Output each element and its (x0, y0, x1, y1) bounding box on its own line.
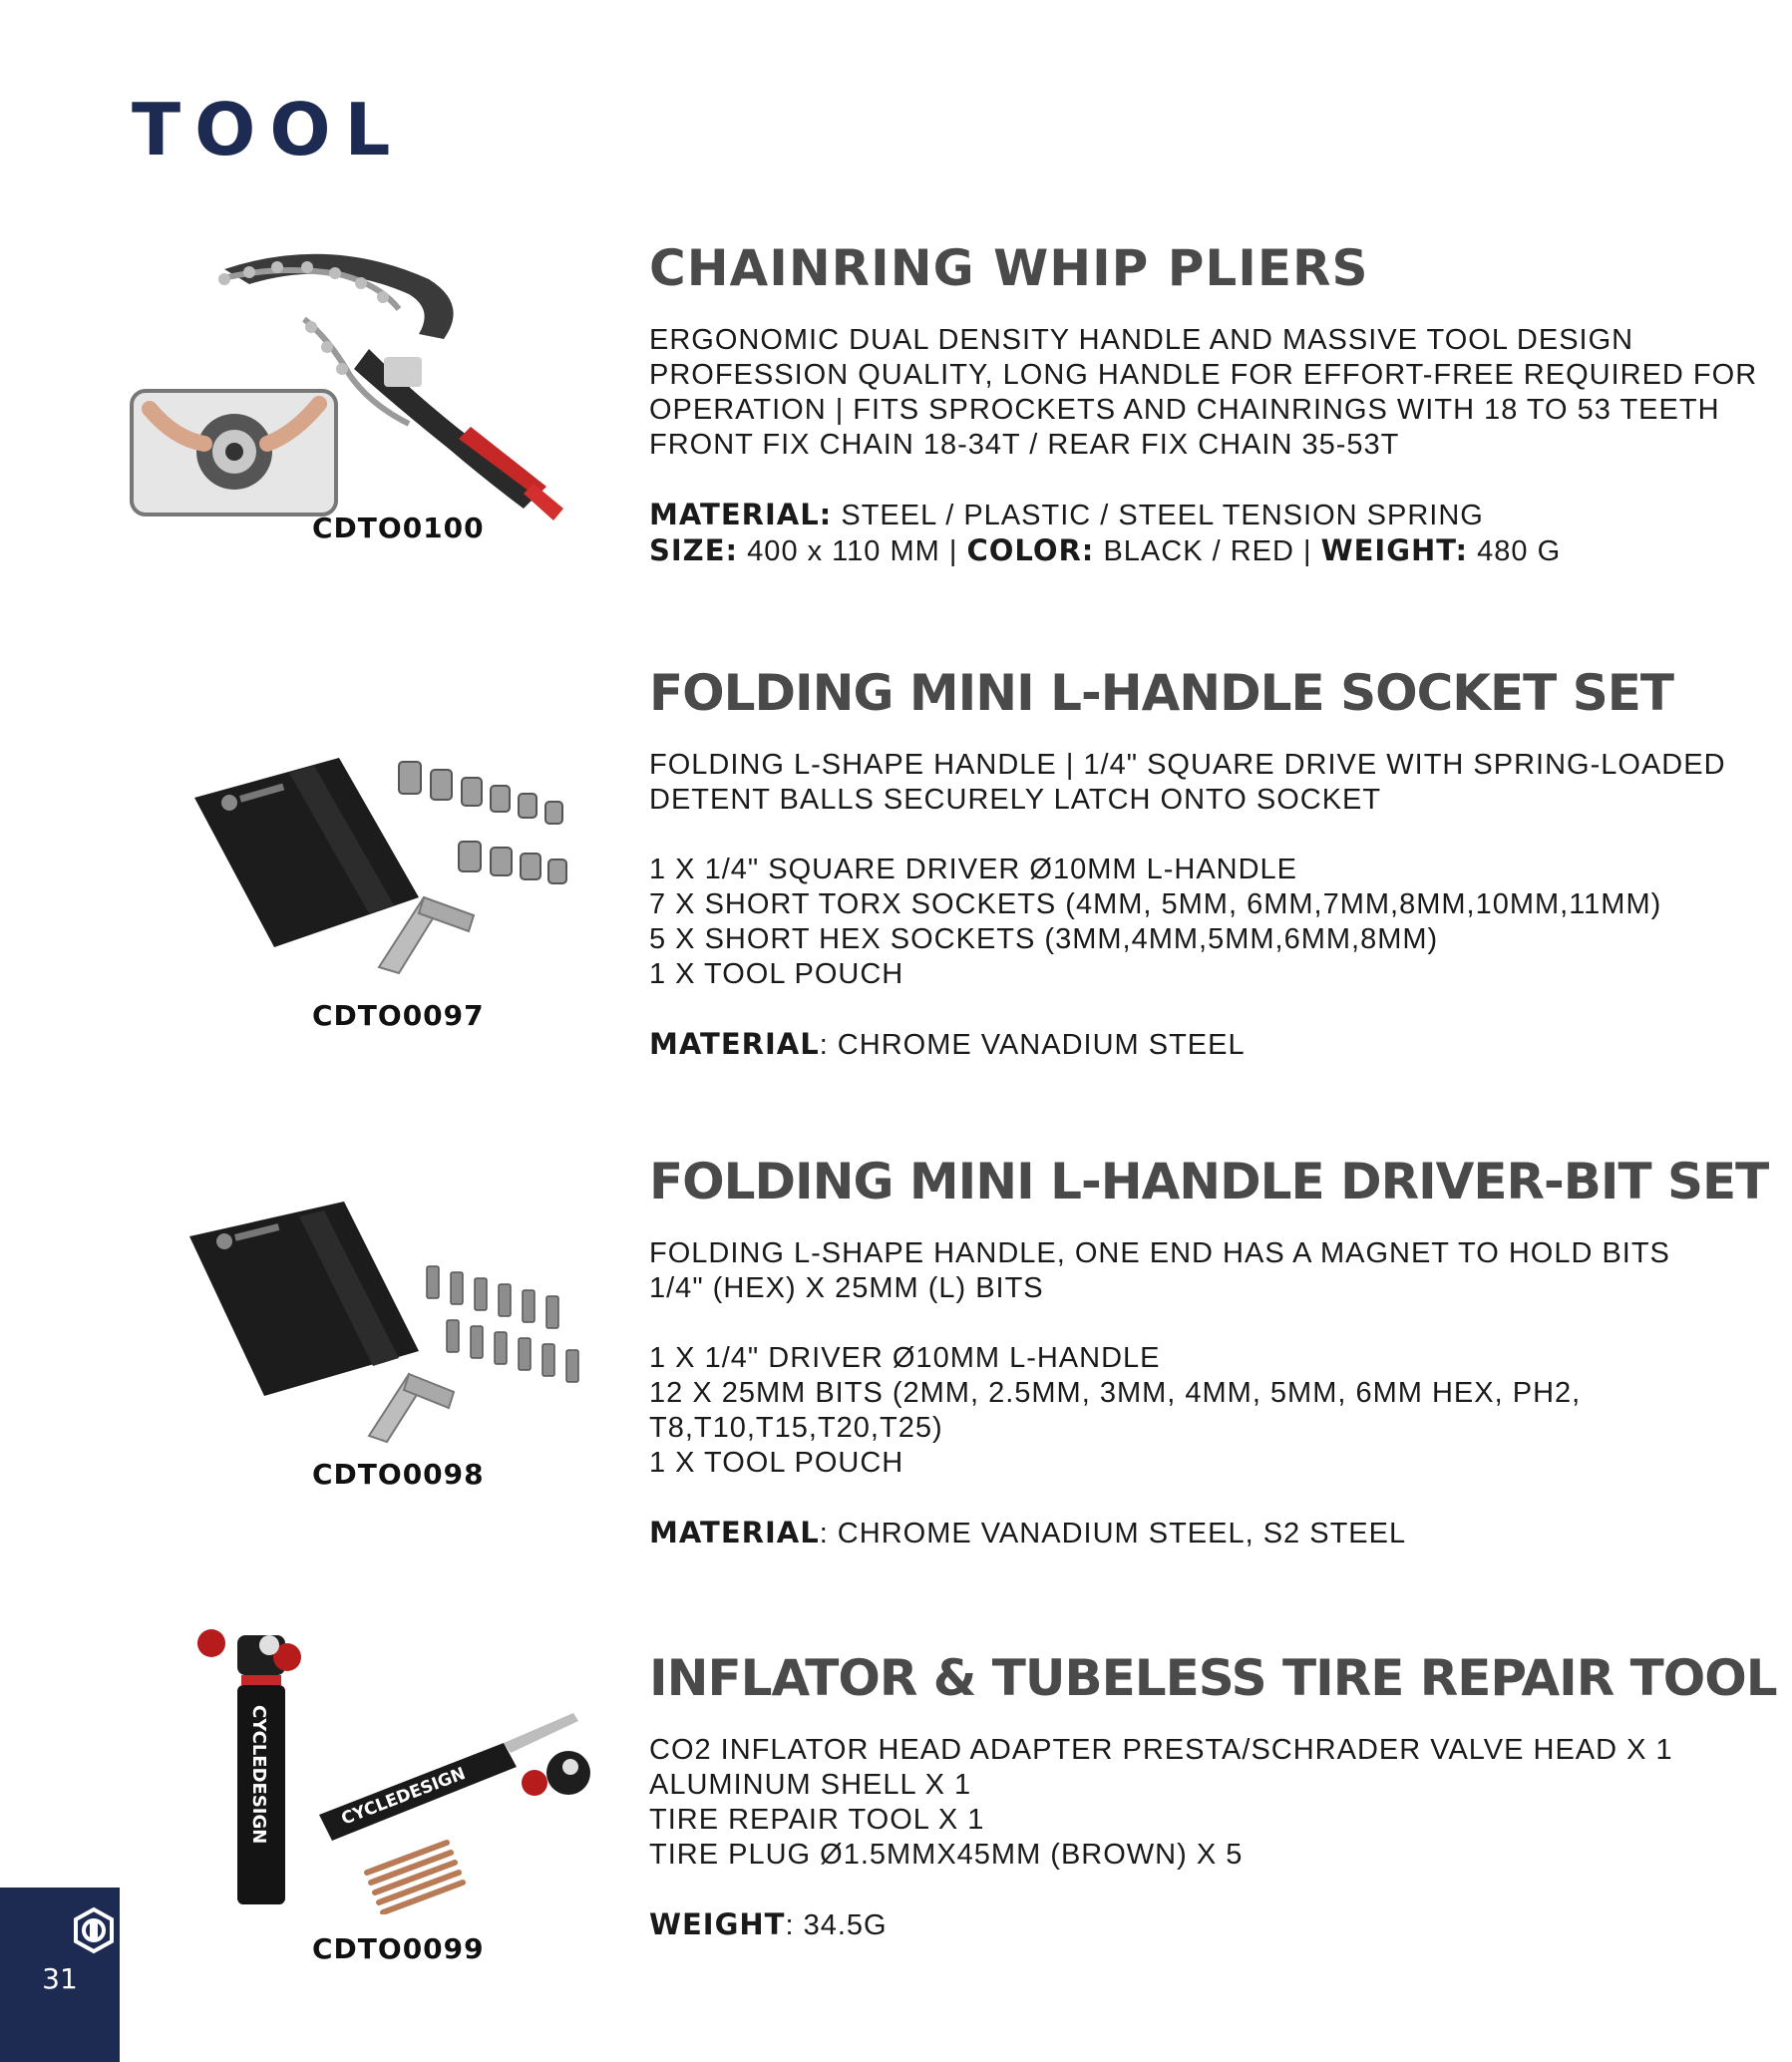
product-title: FOLDING MINI L-HANDLE SOCKET SET (649, 664, 1673, 722)
description-line: PROFESSION QUALITY, LONG HANDLE FOR EFFORT-FREE REQUIRED FOR (649, 359, 1758, 391)
contents-line: 5 X SHORT HEX SOCKETS (3MM,4MM,5MM,6MM,8MM) (649, 923, 1439, 955)
spec-value: : CHROME VANADIUM STEEL, S2 STEEL (819, 1518, 1407, 1549)
product-sku: CDTO0098 (312, 1458, 485, 1491)
spec-value: 480 G (1468, 535, 1562, 567)
product-info (649, 664, 1756, 1063)
product-title: CHAINRING WHIP PLIERS (649, 239, 1369, 297)
product-info (649, 1153, 1769, 1551)
product-sku: CDTO0097 (312, 999, 485, 1032)
spec-value: 400 x 110 MM | (738, 535, 967, 567)
contents-line: T8,T10,T15,T20,T25) (649, 1412, 943, 1444)
description-line: CO2 INFLATOR HEAD ADAPTER PRESTA/SCHRADER VALVE HEAD X 1 (649, 1734, 1673, 1766)
product-image-whip-pliers (130, 239, 608, 528)
contents-line: 12 X 25MM BITS (2MM, 2.5MM, 3MM, 4MM, 5MM, 6MM HEX, PH2, (649, 1377, 1582, 1409)
product-description (649, 323, 1756, 463)
product-title: INFLATOR & TUBELESS TIRE REPAIR TOOL (649, 1649, 1777, 1707)
description-line: FOLDING L-SHAPE HANDLE, ONE END HAS A MAGNET TO HOLD BITS (649, 1237, 1670, 1269)
spec-material (649, 1027, 1756, 1063)
inflator-illustration (130, 1615, 608, 1914)
contents-line: 1 X 1/4" DRIVER Ø10MM L-HANDLE (649, 1342, 1161, 1374)
brand-print: CYCLEDESIGN (248, 1705, 269, 1845)
brand-print: CYCLEDESIGN (338, 1763, 469, 1830)
spec-label: MATERIAL (649, 1516, 820, 1549)
brand-logo-icon (70, 1906, 118, 1954)
contents-line: 1 X 1/4" SQUARE DRIVER Ø10MM L-HANDLE (649, 854, 1298, 885)
product-description (649, 1733, 1756, 1873)
spec-value: : CHROME VANADIUM STEEL (819, 1029, 1246, 1061)
description-line: FOLDING L-SHAPE HANDLE | 1/4" SQUARE DRIVE WITH SPRING-LOADED (649, 749, 1726, 781)
spec-value: STEEL / PLASTIC / STEEL TENSION SPRING (832, 500, 1484, 531)
spec-label: COLOR: (966, 533, 1095, 567)
spec-size-color-weight (649, 533, 1756, 569)
description-line: OPERATION | FITS SPROCKETS AND CHAINRINGS WITH 18 TO 53 TEETH (649, 394, 1720, 426)
contents-line: 7 X SHORT TORX SOCKETS (4MM, 5MM, 6MM,7MM,8MM,10MM,11MM) (649, 888, 1662, 920)
product-sku: CDTO0100 (312, 512, 485, 544)
product-image-driver-bit-set (130, 1197, 608, 1446)
spec-value: BLACK / RED | (1094, 535, 1321, 567)
spec-label: WEIGHT: (1320, 533, 1469, 567)
description-line: 1/4" (HEX) X 25MM (L) BITS (649, 1272, 1044, 1304)
spec-material (649, 498, 1756, 533)
spec-material (649, 1516, 1756, 1551)
product-description (649, 1236, 1756, 1481)
socket-set-illustration (130, 748, 608, 977)
product-image-inflator (130, 1615, 608, 1914)
description-line: ERGONOMIC DUAL DENSITY HANDLE AND MASSIVE TOOL DESIGN (649, 324, 1634, 356)
spec-label: MATERIAL (649, 1027, 820, 1061)
whip-pliers-illustration (130, 239, 608, 528)
contents-line: 1 X TOOL POUCH (649, 958, 904, 990)
spec-weight (649, 1907, 1756, 1943)
contents-line: 1 X TOOL POUCH (649, 1447, 904, 1479)
product-image-socket-set (130, 748, 608, 977)
page-title: TOOL (132, 88, 405, 172)
spec-value: : 34.5G (785, 1909, 888, 1941)
product-title: FOLDING MINI L-HANDLE DRIVER-BIT SET (649, 1153, 1769, 1210)
product-sku: CDTO0099 (312, 1932, 485, 1965)
description-line: FRONT FIX CHAIN 18-34T / REAR FIX CHAIN 35-53T (649, 429, 1400, 461)
product-info (649, 1649, 1777, 1943)
product-info (649, 239, 1756, 569)
spec-label: SIZE: (649, 533, 739, 567)
spec-label: WEIGHT (649, 1907, 786, 1941)
description-line: DETENT BALLS SECURELY LATCH ONTO SOCKET (649, 784, 1382, 816)
description-line: ALUMINUM SHELL X 1 (649, 1769, 972, 1801)
spec-label: MATERIAL: (649, 498, 833, 531)
driver-bit-set-illustration (130, 1197, 608, 1446)
description-line: TIRE PLUG Ø1.5MMX45MM (BROWN) X 5 (649, 1839, 1244, 1871)
page-number: 31 (42, 1962, 78, 1995)
product-description (649, 748, 1756, 992)
description-line: TIRE REPAIR TOOL X 1 (649, 1804, 985, 1836)
